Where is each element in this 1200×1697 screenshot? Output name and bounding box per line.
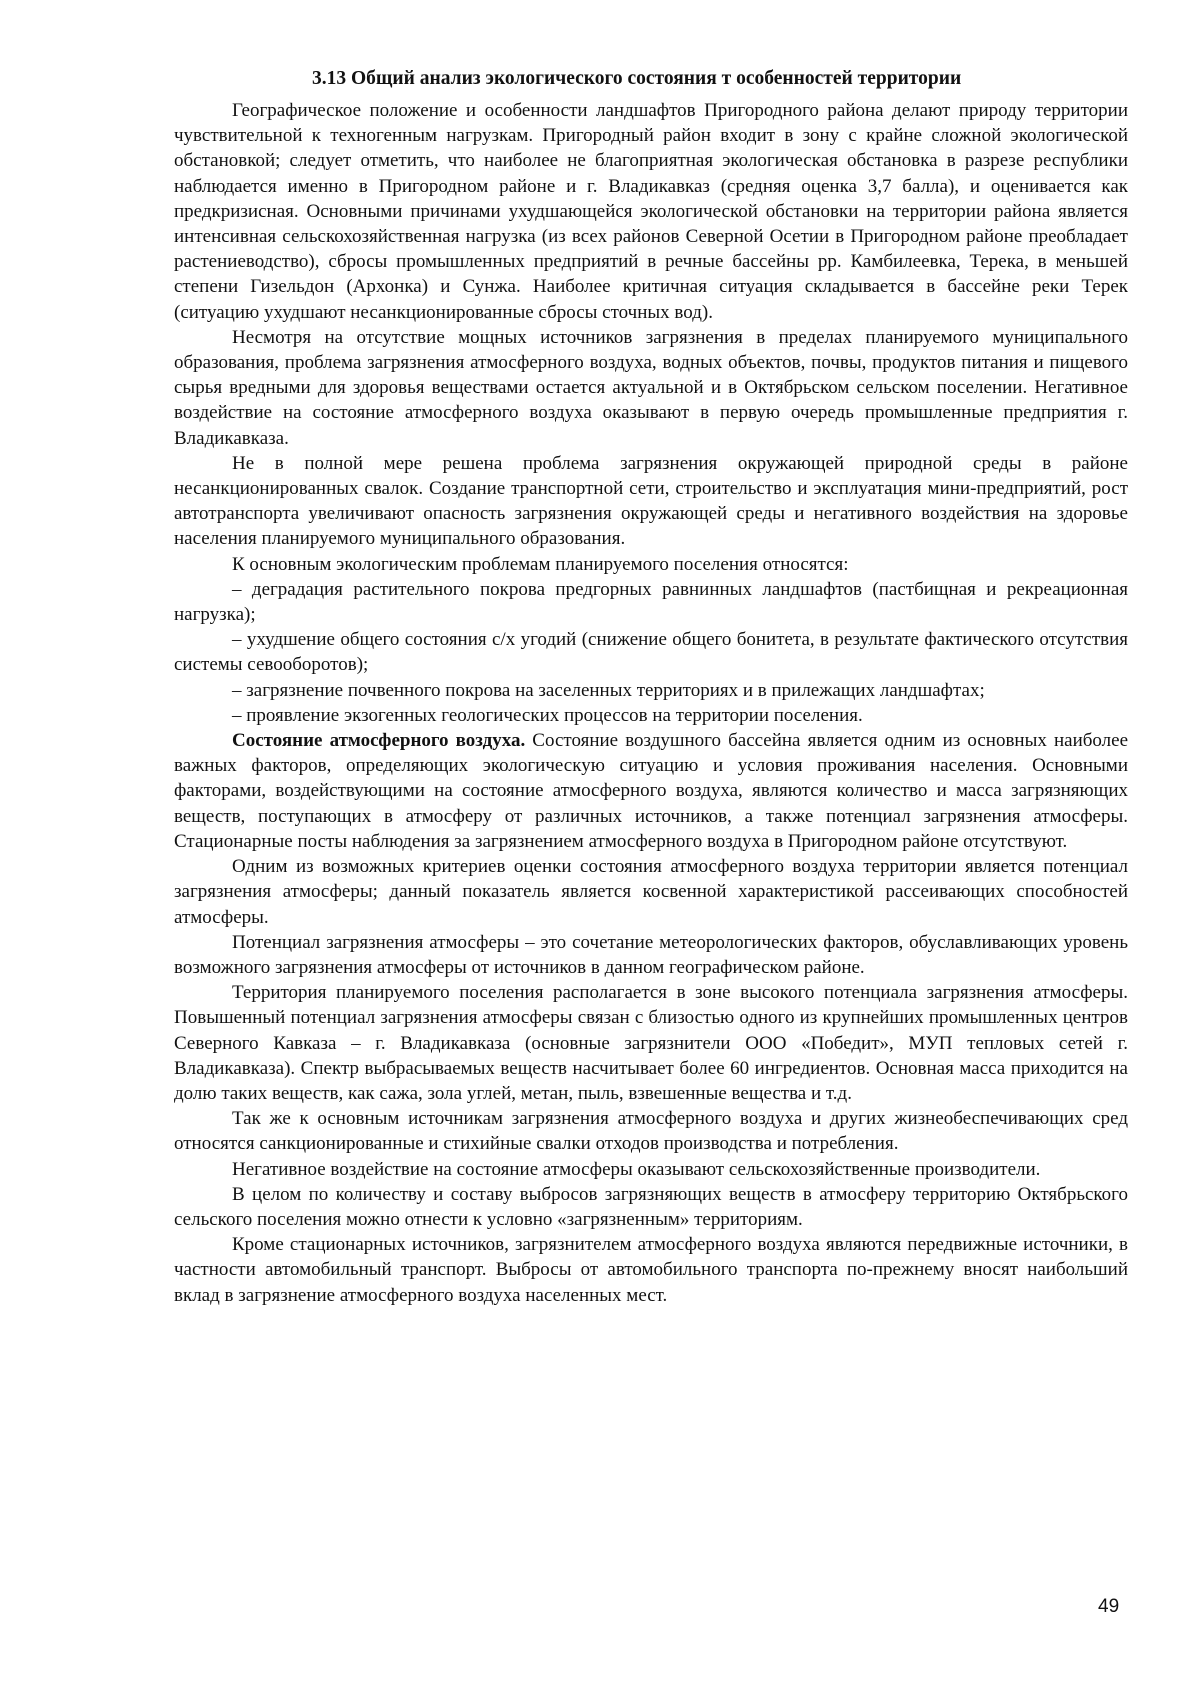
- list-item-3-text: – загрязнение почвенного покрова на заселенных территориях и в прилежащих ландшафтах;: [232, 679, 985, 701]
- paragraph-4-text: К основным экологическим проблемам планируемого поселения относятся:: [232, 553, 849, 575]
- page-number: 49: [1098, 1596, 1120, 1617]
- paragraph-3-text: Не в полной мере решена проблема загрязнения окружающей природной среды в районе несанкционированных свалок. Создание транспортной сети, строительство и эксплуатация мини-предприятий, рост автотранспорта увеличивают опасность загрязнения окружающей среды и негативного воздействия на здоровье населения планируемого муниципального образования.: [174, 452, 1128, 550]
- paragraph-1-text: Географическое положение и особенности ландшафтов Пригородного района делают природу территории чувствительной к техногенным нагрузкам. Пригородный район входит в зону с крайне сложной экологической обстановкой; следует отметить, что наиболее не благоприятная экологическая обстановка в разрезе республики наблюдается именно в Пригородном районе и г. Владикавказ (средняя оценка 3,7 балла), и оценивается как предкризисная. Основными причинами ухудшающейся экологической обстановки на территории района является интенсивная сельскохозяйственная нагрузка (из всех районов Северной Осетии в Пригородном районе преобладает растениеводство), сбросы промышленных предприятий в речные бассейны рр. Камбилеевка, Терека, в меньшей степени Гизельдон (Архонка) и Сунжа. Наиболее критичная ситуация складывается в бассейне реки Терек (ситуацию ухудшают несанкционированные сбросы сточных вод).: [174, 100, 1128, 323]
- list-item-2-text: – ухудшение общего состояния с/х угодий (снижение общего бонитета, в результате фактического отсутствия системы севооборотов);: [174, 629, 1128, 676]
- list-item-4: [174, 703, 1128, 728]
- list-item-2: [174, 627, 1128, 677]
- paragraph-2: [174, 325, 1128, 451]
- paragraph-12: [174, 1232, 1128, 1308]
- paragraph-3: [174, 451, 1128, 552]
- paragraph-11-text: В целом по количеству и составу выбросов загрязняющих веществ в атмосферу территорию Октябрьского сельского поселения можно отнести к условно «загрязненным» территориям.: [174, 1183, 1128, 1230]
- paragraph-1: [174, 98, 1128, 325]
- air-state-heading: Состояние атмосферного воздуха.: [232, 730, 526, 752]
- paragraph-air-state: [174, 728, 1128, 854]
- paragraph-12-text: Кроме стационарных источников, загрязнителем атмосферного воздуха являются передвижные источники, в частности автомобильный транспорт. Выбросы от автомобильного транспорта по-прежнему вносят наибольший вклад в загрязнение атмосферного воздуха населенных мест.: [174, 1234, 1128, 1306]
- paragraph-2-text: Несмотря на отсутствие мощных источников загрязнения в пределах планируемого муниципального образования, проблема загрязнения атмосферного воздуха, водных объектов, почвы, продуктов питания и пищевого сырья вредными для здоровья веществами остается актуальной и в Октябрьском сельском поселении. Негативное воздействие на состояние атмосферного воздуха оказывают в первую очередь промышленные предприятия г. Владикавказа.: [174, 326, 1128, 449]
- list-item-4-text: – проявление экзогенных геологических процессов на территории поселения.: [232, 704, 863, 726]
- paragraph-11: [174, 1182, 1128, 1232]
- page-body: [174, 66, 1128, 1308]
- paragraph-9: [174, 1106, 1128, 1156]
- section-title: 3.13 Общий анализ экологического состояния т особенностей территории: [312, 68, 962, 89]
- list-item-1: [174, 577, 1128, 627]
- paragraph-6-text: Одним из возможных критериев оценки состояния атмосферного воздуха территории является потенциал загрязнения атмосферы; данный показатель является косвенной характеристикой рассеивающих способностей атмосферы.: [174, 856, 1128, 928]
- list-item-1-text: – деградация растительного покрова предгорных равнинных ландшафтов (пастбищная и рекреационная нагрузка);: [174, 578, 1128, 626]
- paragraph-7: [174, 930, 1128, 980]
- paragraph-6: [174, 854, 1128, 930]
- paragraph-9-text: Так же к основным источникам загрязнения атмосферного воздуха и других жизнеобеспечивающих сред относятся санкционированные и стихийные свалки отходов производства и потребления.: [174, 1108, 1128, 1155]
- paragraph-4: [174, 552, 1128, 577]
- paragraph-10: [174, 1157, 1128, 1182]
- paragraph-8-text: Территория планируемого поселения располагается в зоне высокого потенциала загрязнения атмосферы. Повышенный потенциал загрязнения атмосферы связан с близостью одного из крупнейших промышленных центров Северного Кавказа – г. Владикавказа (основные загрязнители ООО «Победит», МУП тепловых сетей г. Владикавказа). Спектр выбрасываемых веществ насчитывает более 60 ингредиентов. Основная масса приходится на долю таких веществ, как сажа, зола углей, метан, пыль, взвешенные вещества и т.д.: [174, 982, 1128, 1104]
- paragraph-10-text: Негативное воздействие на состояние атмосферы оказывают сельскохозяйственные производители.: [232, 1158, 1041, 1180]
- air-state-text: Состояние воздушного бассейна является одним из основных наиболее важных факторов, определяющих экологическую ситуацию и условия проживания населения. Основными факторами, воздействующими на состояние атмосферного воздуха, являются количество и масса загрязняющих веществ, поступающих в атмосферу от различных источников, а также потенциал загрязнения атмосферы. Стационарные посты наблюдения за загрязнением атмосферного воздуха в Пригородном районе отсутствуют.: [174, 730, 1129, 852]
- paragraph-7-text: Потенциал загрязнения атмосферы – это сочетание метеорологических факторов, обуславливающих уровень возможного загрязнения атмосферы от источников в данном географическом районе.: [174, 931, 1128, 978]
- list-item-3: [174, 678, 1128, 703]
- paragraph-8: [174, 980, 1128, 1106]
